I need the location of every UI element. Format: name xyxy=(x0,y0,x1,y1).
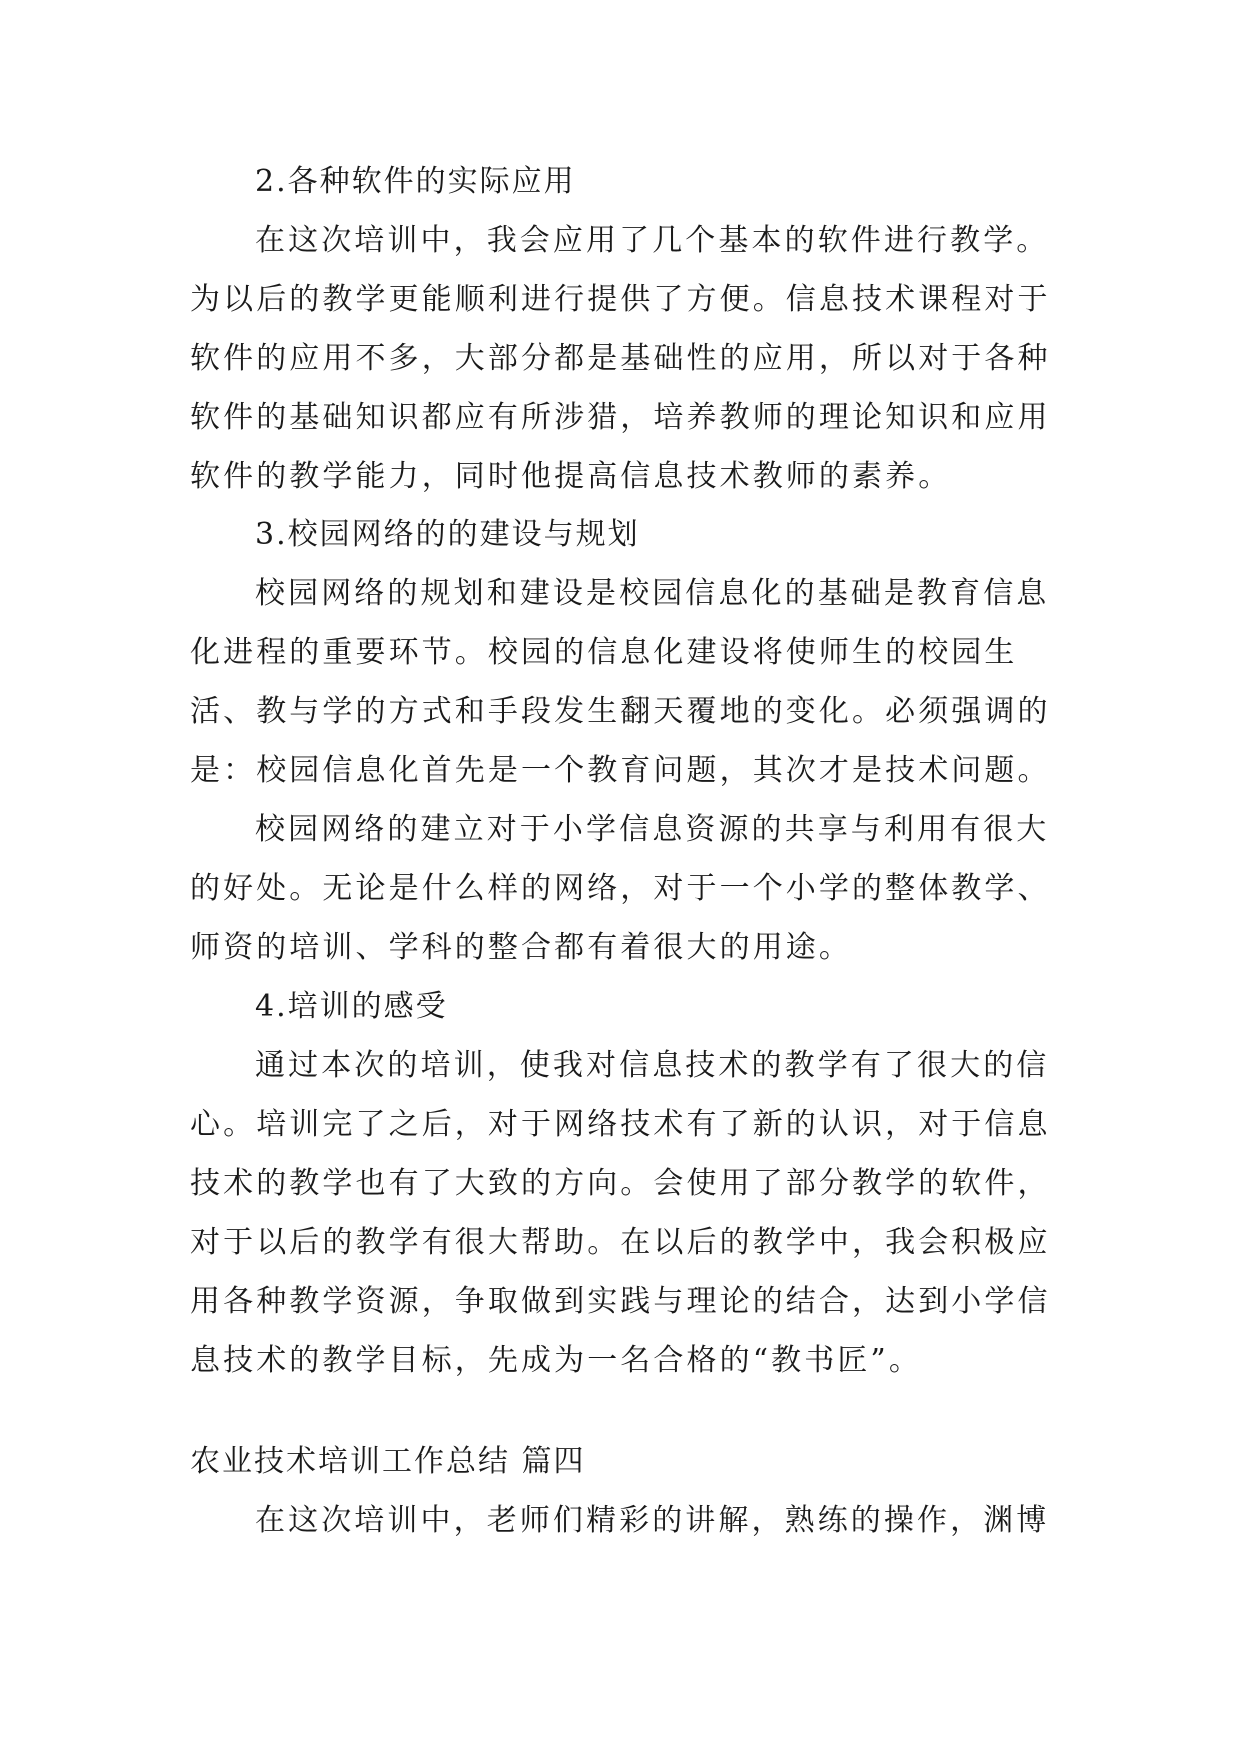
paragraph-software-application: 在这次培训中，我会应用了几个基本的软件进行教学。为以后的教学更能顺利进行提供了方便。信息技术课程对于软件的应用不多，大部分都是基础性的应用，所以对于各种软件的基础知识都应有所涉猎，培养教师的理论知识和应用软件的教学能力，同时他提高信息技术教师的素养。 xyxy=(190,223,1051,494)
paragraph-article-intro: 在这次培训中，老师们精彩的讲解，熟练的操作，渊博 xyxy=(255,1503,1050,1538)
paragraph-campus-network-benefits: 校园网络的建立对于小学信息资源的共享与利用有很大的好处。无论是什么样的网络，对于一个小学的整体教学、师资的培训、学科的整合都有着很大的用途。 xyxy=(190,812,1051,965)
section-heading-4: 4.培训的感受 xyxy=(255,989,448,1024)
section-heading-3: 3.校园网络的的建设与规划 xyxy=(255,517,640,552)
section-heading-2: 2.各种软件的实际应用 xyxy=(255,164,576,199)
paragraph-campus-network-planning: 校园网络的规划和建设是校园信息化的基础是教育信息化进程的重要环节。校园的信息化建设将使师生的校园生活、教与学的方式和手段发生翻天覆地的变化。必须强调的是：校园信息化首先是一个教育问题，其次才是技术问题。 xyxy=(190,576,1051,788)
article-title: 农业技术培训工作总结 篇四 xyxy=(190,1444,586,1479)
paragraph-training-feelings: 通过本次的培训，使我对信息技术的教学有了很大的信心。培训完了之后，对于网络技术有了新的认识，对于信息技术的教学也有了大致的方向。会使用了部分教学的软件，对于以后的教学有很大帮助。在以后的教学中，我会积极应用各种教学资源，争取做到实践与理论的结合，达到小学信息技术的教学目标，先成为一名合格的“教书匠”。 xyxy=(190,1048,1051,1378)
